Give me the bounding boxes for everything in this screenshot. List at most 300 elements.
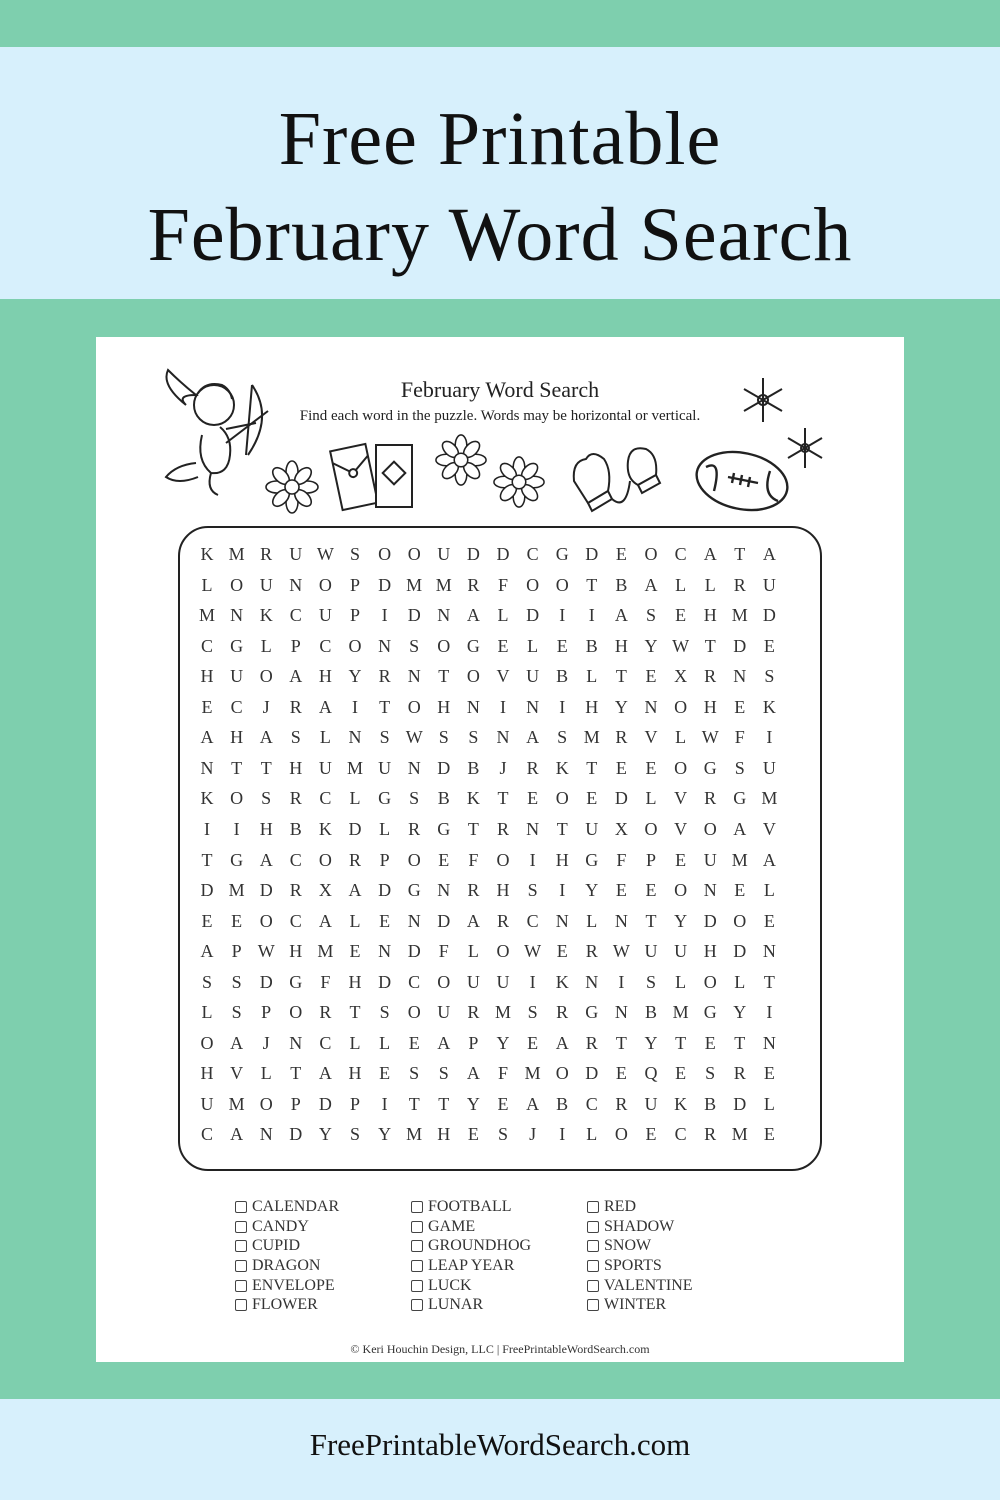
word-checkbox[interactable] — [587, 1240, 599, 1252]
grid-letter: T — [645, 910, 657, 931]
grid-letter: K — [259, 605, 273, 626]
grid-letter: D — [407, 941, 421, 962]
grid-letter: O — [318, 849, 332, 870]
word-label: FOOTBALL — [428, 1197, 512, 1215]
grid-letter: M — [672, 1002, 689, 1023]
grid-letter: A — [762, 849, 776, 870]
grid-letter: H — [496, 880, 510, 901]
grid-letter: W — [257, 941, 275, 962]
football-icon — [692, 443, 792, 519]
grid-letter: N — [733, 666, 747, 687]
grid-letter: D — [762, 605, 776, 626]
grid-letter: K — [200, 544, 214, 564]
grid-letter: M — [228, 1093, 245, 1114]
grid-letter: K — [318, 818, 332, 839]
copyright-footer: © Keri Houchin Design, LLC | FreePrintableWordSearch.com — [350, 1342, 650, 1356]
grid-letter: O — [496, 941, 510, 962]
grid-letter: T — [231, 757, 243, 778]
grid-letter: L — [379, 1032, 391, 1053]
word-checkbox[interactable] — [235, 1221, 247, 1233]
grid-letter: D — [259, 971, 273, 992]
grid-letter: A — [318, 696, 332, 717]
grid-letter: U — [762, 757, 776, 778]
grid-letter: M — [435, 574, 452, 595]
grid-letter: O — [259, 1093, 273, 1114]
word-checkbox[interactable] — [235, 1240, 247, 1252]
grid-letter: B — [556, 1093, 569, 1114]
grid-letter: A — [230, 1032, 244, 1053]
grid-letter: K — [466, 788, 480, 809]
grid-letter: A — [614, 605, 628, 626]
grid-letter: A — [200, 727, 214, 748]
grid-letter: E — [527, 788, 539, 809]
grid-letter: P — [645, 849, 656, 870]
word-list-item — [587, 1197, 693, 1217]
grid-letter: L — [260, 1063, 272, 1084]
grid-letter: P — [349, 1093, 360, 1114]
grid-letter: S — [557, 727, 568, 748]
grid-letter: N — [585, 971, 599, 992]
grid-letter: E — [763, 910, 775, 931]
grid-letter: K — [200, 788, 214, 809]
word-list-item — [587, 1236, 693, 1256]
grid-letter: V — [644, 727, 658, 748]
grid-letter: X — [674, 666, 688, 687]
grid-letter: T — [379, 696, 391, 717]
grid-letter: R — [467, 1002, 480, 1023]
grid-letter: T — [408, 1093, 420, 1114]
grid-letter: S — [379, 1002, 390, 1023]
grid-letter: T — [734, 1032, 746, 1053]
grid-letter: T — [556, 818, 568, 839]
word-label: SNOW — [604, 1237, 652, 1255]
grid-letter: C — [289, 849, 302, 870]
grid-letter: F — [320, 971, 331, 992]
grid-letter: D — [526, 605, 540, 626]
grid-letter: E — [408, 1032, 420, 1053]
word-checkbox[interactable] — [411, 1240, 423, 1252]
grid-letter: L — [763, 880, 775, 901]
grid-letter: T — [349, 1002, 361, 1023]
worksheet-instructions: Find each word in the puzzle. Words may be horizontal or vertical. — [299, 408, 701, 424]
word-list-item — [235, 1295, 339, 1315]
grid-letter: W — [316, 544, 334, 564]
word-label: FLOWER — [252, 1296, 318, 1314]
grid-letter: T — [734, 544, 746, 564]
word-label: CALENDAR — [252, 1197, 340, 1215]
grid-letter: C — [289, 605, 302, 626]
grid-letter: I — [381, 605, 388, 626]
word-checkbox[interactable] — [235, 1201, 247, 1213]
word-label: LUCK — [428, 1276, 472, 1294]
grid-letter: D — [378, 574, 392, 595]
grid-letter: V — [762, 818, 776, 839]
url-banner — [0, 1399, 1000, 1500]
word-list-item — [587, 1276, 693, 1296]
grid-letter: S — [231, 1002, 242, 1023]
grid-letter: H — [259, 818, 273, 839]
grid-letter: O — [496, 849, 510, 870]
word-checkbox[interactable] — [587, 1260, 599, 1272]
grid-letter: W — [672, 635, 690, 656]
grid-letter: H — [348, 971, 362, 992]
word-checkbox[interactable] — [235, 1280, 247, 1292]
grid-letter: F — [497, 1063, 508, 1084]
grid-letter: M — [494, 1002, 511, 1023]
grid-letter: T — [704, 635, 716, 656]
word-label: LUNAR — [428, 1296, 484, 1314]
grid-letter: A — [733, 818, 747, 839]
grid-letter: R — [289, 696, 302, 717]
grid-letter: O — [614, 1124, 628, 1145]
grid-letter: K — [555, 971, 569, 992]
grid-letter: S — [468, 727, 479, 748]
grid-letter: B — [467, 757, 480, 778]
grid-letter: H — [703, 696, 717, 717]
grid-letter: S — [349, 1124, 360, 1145]
grid-letter: R — [496, 818, 509, 839]
word-list-col-1 — [235, 1197, 339, 1315]
grid-letter: B — [585, 635, 598, 656]
word-checkbox[interactable] — [411, 1299, 423, 1311]
grid-letter: Y — [674, 910, 688, 931]
grid-letter: S — [349, 544, 360, 564]
grid-letter: S — [734, 757, 745, 778]
grid-letter: E — [763, 1063, 775, 1084]
grid-letter: I — [559, 1124, 566, 1145]
word-list-col-2 — [411, 1197, 531, 1315]
grid-letter: F — [438, 941, 449, 962]
grid-letter: Y — [378, 1124, 392, 1145]
grid-letter: T — [675, 1032, 687, 1053]
grid-letter: O — [555, 574, 569, 595]
grid-letter: T — [201, 849, 213, 870]
word-label: VALENTINE — [604, 1276, 693, 1294]
grid-letter: R — [260, 544, 273, 564]
grid-letter: S — [409, 635, 420, 656]
grid-letter: C — [200, 1124, 213, 1145]
grid-letter: C — [319, 788, 332, 809]
grid-letter: D — [585, 1063, 599, 1084]
word-list-item — [587, 1256, 693, 1276]
grid-letter: E — [438, 849, 450, 870]
grid-letter: O — [437, 635, 451, 656]
grid-letter: P — [290, 635, 301, 656]
grid-letter: E — [527, 1032, 539, 1053]
word-list-col-3 — [587, 1197, 693, 1315]
word-label: RED — [604, 1197, 636, 1215]
grid-letter: Y — [733, 1002, 747, 1023]
grid-letter: F — [616, 849, 627, 870]
flower-icon — [492, 455, 546, 509]
grid-letter: L — [349, 788, 361, 809]
grid-letter: N — [703, 880, 717, 901]
grid-letter: Y — [614, 696, 628, 717]
grid-letter: N — [407, 757, 421, 778]
grid-letter: I — [559, 605, 566, 626]
grid-letter: A — [466, 910, 480, 931]
grid-letter: E — [497, 1093, 509, 1114]
grid-letter: H — [348, 1063, 362, 1084]
grid-letter: U — [200, 1093, 214, 1114]
grid-letter: O — [526, 574, 540, 595]
grid-letter: E — [645, 1124, 657, 1145]
grid-letter: M — [524, 1063, 541, 1084]
grid-letter: N — [407, 910, 421, 931]
grid-letter: L — [201, 574, 213, 595]
grid-letter: T — [586, 757, 598, 778]
grid-letter: R — [585, 1032, 598, 1053]
grid-letter: R — [704, 788, 717, 809]
grid-letter: D — [200, 880, 214, 901]
grid-letter: L — [260, 635, 272, 656]
grid-letter: L — [201, 1002, 213, 1023]
grid-letter: N — [614, 1002, 628, 1023]
grid-letter: C — [408, 971, 421, 992]
grid-letter: O — [555, 788, 569, 809]
grid-letter: C — [230, 696, 243, 717]
grid-letter: M — [406, 574, 423, 595]
grid-letter: G — [289, 971, 303, 992]
grid-letter: N — [437, 605, 451, 626]
grid-letter: N — [200, 757, 214, 778]
grid-letter: R — [319, 1002, 332, 1023]
grid-letter: A — [289, 666, 303, 687]
grid-letter: U — [644, 1093, 658, 1114]
grid-letter: N — [289, 1032, 303, 1053]
grid-letter: T — [438, 666, 450, 687]
grid-letter: H — [200, 666, 214, 687]
grid-letter: I — [766, 1002, 773, 1023]
grid-letter: R — [704, 1124, 717, 1145]
word-list-item — [411, 1197, 531, 1217]
word-checkbox[interactable] — [235, 1260, 247, 1272]
grid-letter: H — [230, 727, 244, 748]
grid-letter: I — [766, 727, 773, 748]
grid-letter: E — [675, 605, 687, 626]
grid-letter: A — [703, 544, 717, 564]
grid-letter: I — [352, 696, 358, 717]
grid-letter: E — [379, 1063, 391, 1084]
grid-letter: N — [230, 605, 244, 626]
word-list-item — [235, 1256, 339, 1276]
grid-letter: I — [529, 849, 536, 870]
grid-letter: S — [201, 971, 212, 992]
grid-letter: A — [437, 1032, 451, 1053]
grid-letter: S — [527, 880, 538, 901]
grid-letter: L — [349, 910, 361, 931]
word-checkbox[interactable] — [587, 1280, 599, 1292]
grid-letter: B — [704, 1093, 717, 1114]
grid-letter: L — [734, 971, 746, 992]
grid-letter: R — [408, 818, 421, 839]
grid-letter: S — [261, 788, 272, 809]
word-checkbox[interactable] — [411, 1260, 423, 1272]
grid-letter: M — [198, 605, 215, 626]
grid-letter: D — [437, 910, 451, 931]
grid-letter: L — [675, 971, 687, 992]
grid-letter: Y — [585, 880, 599, 901]
grid-letter: A — [318, 1063, 332, 1084]
grid-letter: O — [348, 635, 362, 656]
grid-letter: E — [645, 880, 657, 901]
grid-letter: R — [467, 880, 480, 901]
grid-letter: O — [733, 910, 747, 931]
word-label: GAME — [428, 1217, 476, 1235]
grid-letter: I — [204, 818, 210, 839]
grid-letter: E — [201, 696, 213, 717]
grid-letter: E — [231, 910, 243, 931]
grid-letter: J — [262, 696, 270, 717]
grid-letter: N — [407, 666, 421, 687]
grid-letter: E — [763, 1124, 775, 1145]
grid-letter: P — [379, 849, 390, 870]
grid-letter: P — [231, 941, 242, 962]
grid-letter: D — [378, 880, 392, 901]
word-checkbox[interactable] — [411, 1280, 423, 1292]
grid-letter: W — [612, 941, 630, 962]
grid-letter: E — [645, 757, 657, 778]
grid-letter: L — [349, 1032, 361, 1053]
grid-letter: M — [761, 788, 778, 809]
word-checkbox[interactable] — [411, 1221, 423, 1233]
grid-letter: O — [703, 971, 717, 992]
grid-letter: C — [674, 1124, 687, 1145]
grid-letter: O — [674, 696, 688, 717]
grid-letter: M — [406, 1124, 423, 1145]
grid-letter: N — [259, 1124, 273, 1145]
grid-letter: T — [615, 1032, 627, 1053]
grid-letter: N — [614, 910, 628, 931]
grid-letter: L — [467, 941, 479, 962]
grid-letter: U — [762, 574, 776, 595]
grid-letter: E — [379, 910, 391, 931]
grid-letter: T — [438, 1093, 450, 1114]
grid-letter: D — [733, 1093, 747, 1114]
word-list-item — [235, 1217, 339, 1237]
grid-letter: Y — [466, 1093, 480, 1114]
grid-letter: N — [555, 910, 569, 931]
grid-letter: A — [466, 605, 480, 626]
grid-letter: A — [259, 727, 273, 748]
grid-letter: G — [378, 788, 392, 809]
grid-letter: U — [466, 971, 480, 992]
word-list-item — [411, 1276, 531, 1296]
worksheet — [96, 337, 904, 1362]
grid-letter: R — [733, 1063, 746, 1084]
grid-letter: Y — [318, 1124, 332, 1145]
grid-letter: J — [499, 757, 507, 778]
grid-letter: T — [763, 971, 775, 992]
grid-letter: H — [585, 696, 599, 717]
word-checkbox[interactable] — [587, 1201, 599, 1213]
grid-letter: J — [262, 1032, 270, 1053]
grid-letter: S — [290, 727, 301, 748]
grid-letter: I — [618, 971, 625, 992]
grid-letter: O — [555, 1063, 569, 1084]
title-banner — [0, 47, 1000, 299]
grid-letter: K — [674, 1093, 688, 1114]
mittens-icon — [568, 441, 678, 521]
grid-letter: D — [318, 1093, 332, 1114]
grid-letter: H — [555, 849, 569, 870]
grid-letter: D — [378, 971, 392, 992]
grid-letter: I — [559, 880, 566, 901]
grid-letter: U — [289, 544, 303, 564]
word-list-item — [235, 1197, 339, 1217]
word-label: GROUNDHOG — [428, 1237, 532, 1255]
grid-letter: D — [437, 757, 451, 778]
grid-letter: V — [674, 818, 688, 839]
grid-letter: Y — [644, 635, 658, 656]
grid-letter: R — [348, 849, 361, 870]
grid-letter: R — [585, 941, 598, 962]
grid-letter: A — [526, 727, 540, 748]
grid-letter: D — [496, 544, 510, 564]
word-checkbox[interactable] — [235, 1299, 247, 1311]
grid-letter: C — [319, 635, 332, 656]
word-checkbox[interactable] — [587, 1299, 599, 1311]
grid-letter: U — [259, 574, 273, 595]
grid-letter: X — [614, 818, 628, 839]
grid-letter: O — [407, 696, 421, 717]
grid-letter: O — [230, 574, 244, 595]
grid-letter: H — [289, 757, 303, 778]
grid-letter: S — [705, 1063, 716, 1084]
grid-letter: O — [200, 1032, 214, 1053]
grid-letter: G — [437, 818, 451, 839]
grid-letter: S — [379, 727, 390, 748]
grid-letter: E — [615, 544, 627, 564]
grid-letter: O — [259, 666, 273, 687]
grid-letter: E — [201, 910, 213, 931]
word-list-item — [411, 1217, 531, 1237]
grid-letter: N — [437, 880, 451, 901]
grid-letter: K — [555, 757, 569, 778]
grid-letter: S — [764, 666, 775, 687]
grid-letter: L — [497, 605, 509, 626]
grid-letter: P — [290, 1093, 301, 1114]
word-label: CANDY — [252, 1217, 309, 1235]
grid-letter: N — [378, 941, 392, 962]
word-list-item — [411, 1256, 531, 1276]
grid-letter: V — [674, 788, 688, 809]
grid-letter: O — [407, 1002, 421, 1023]
grid-letter: D — [466, 544, 480, 564]
grid-letter: O — [378, 544, 392, 564]
grid-letter: R — [526, 757, 539, 778]
word-checkbox[interactable] — [411, 1201, 423, 1213]
word-checkbox[interactable] — [587, 1221, 599, 1233]
grid-letter: L — [704, 574, 716, 595]
grid-letter: G — [733, 788, 747, 809]
grid-letter: K — [762, 696, 776, 717]
grid-letter: H — [200, 1063, 214, 1084]
grid-letter: C — [319, 1032, 332, 1053]
grid-letter: D — [733, 635, 747, 656]
grid-letter: N — [289, 574, 303, 595]
grid-letter: S — [497, 1124, 508, 1145]
grid-letter: G — [230, 849, 244, 870]
grid-letter: B — [437, 788, 450, 809]
grid-letter: I — [588, 605, 595, 626]
grid-letter: P — [468, 1032, 479, 1053]
grid-letter: C — [200, 635, 213, 656]
grid-letter: U — [526, 666, 540, 687]
grid-letter: M — [583, 727, 600, 748]
grid-letter: L — [586, 666, 598, 687]
word-label: ENVELOPE — [252, 1276, 335, 1294]
